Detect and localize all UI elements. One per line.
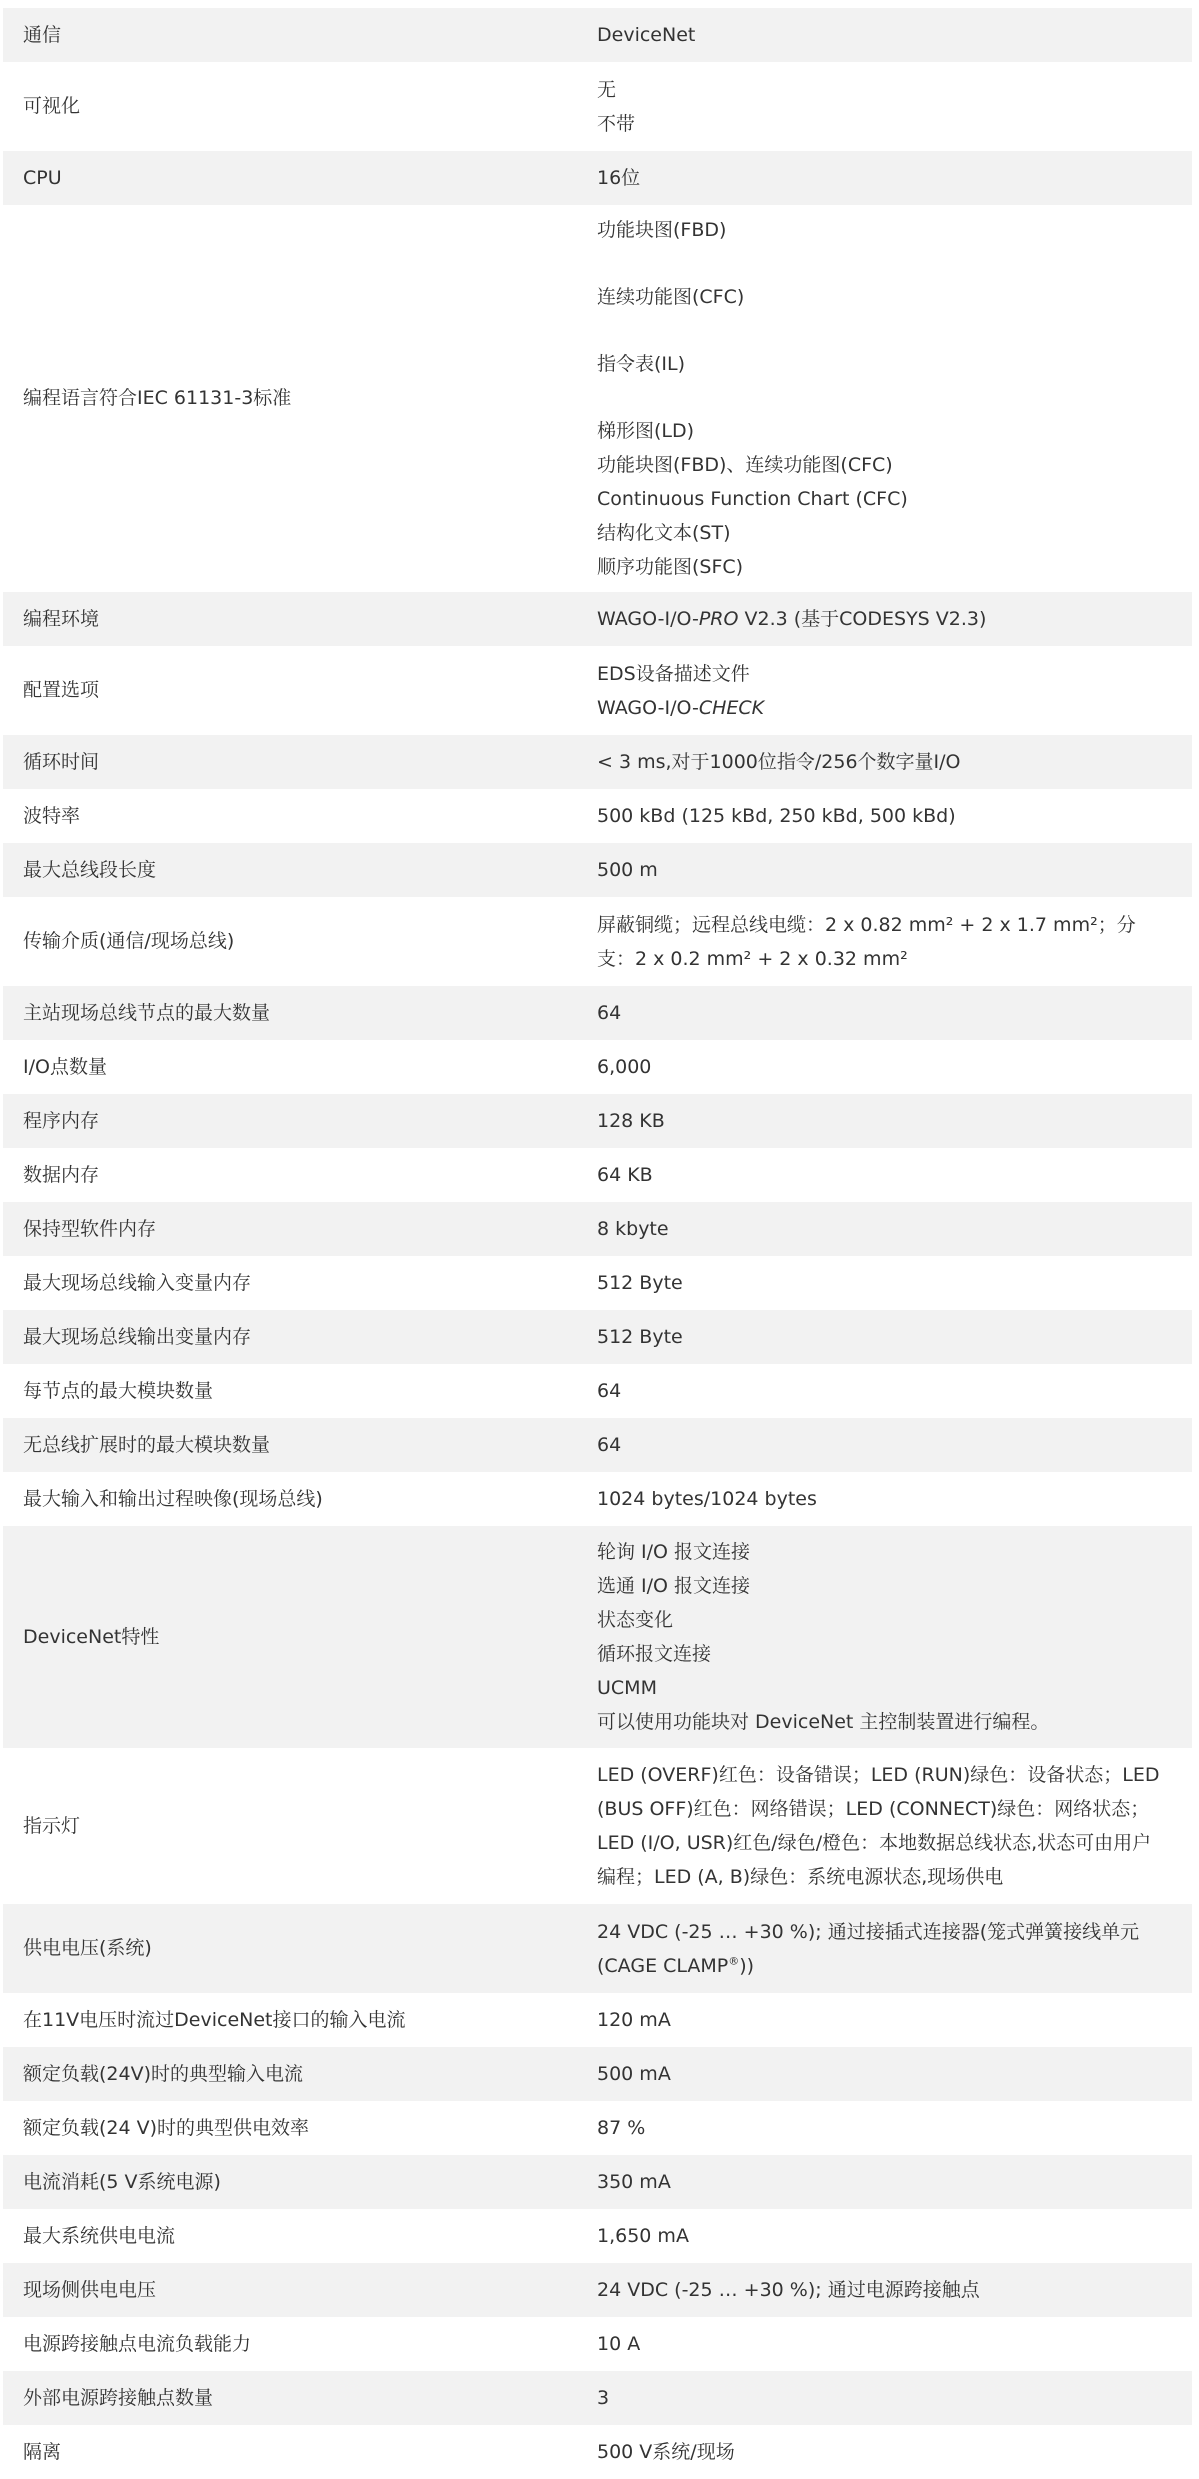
spec-label: 电流消耗(5 V系统电源)	[23, 2170, 221, 2193]
spec-value-line: 功能块图(FBD)、连续功能图(CFC)	[597, 454, 893, 476]
spec-row	[3, 1418, 1192, 1472]
spec-value-line: 512 Byte	[597, 1272, 683, 1294]
spec-value-line: 500 m	[597, 859, 658, 881]
spec-row	[3, 1094, 1192, 1148]
spec-row	[3, 2155, 1192, 2209]
spec-value-line: 指令表(IL)	[597, 353, 686, 375]
spec-value-line: 500 kBd (125 kBd, 250 kBd, 500 kBd)	[597, 805, 956, 827]
spec-label: 编程环境	[23, 607, 100, 630]
spec-value-line: 24 VDC (-25 … +30 %); 通过电源跨接触点	[597, 2279, 980, 2301]
spec-value-line: 6,000	[597, 1056, 652, 1078]
spec-value-line: 128 KB	[597, 1110, 665, 1132]
spec-value	[597, 213, 1192, 584]
spec-label: 最大系统供电电流	[23, 2224, 176, 2247]
spec-row	[3, 897, 1192, 986]
spec-label: 程序内存	[23, 1109, 100, 1132]
spec-row	[3, 1993, 1192, 2047]
spec-value-line: 87 %	[597, 2117, 646, 2139]
spec-label: 每节点的最大模块数量	[23, 1379, 214, 1402]
spec-value-line: 8 kbyte	[597, 1218, 669, 1240]
spec-label: 编程语言符合IEC 61131-3标准	[23, 387, 292, 410]
spec-label: 主站现场总线节点的最大数量	[23, 1001, 271, 1024]
spec-value-line: 可以使用功能块对 DeviceNet 主控制装置进行编程。	[597, 1711, 1050, 1733]
spec-value-line: 连续功能图(CFC)	[597, 286, 745, 308]
spec-label: 循环时间	[23, 750, 100, 773]
spec-value	[597, 745, 1192, 779]
spec-label: 额定负载(24 V)时的典型供电效率	[23, 2116, 310, 2139]
spec-value-line: 循环报文连接	[597, 1643, 712, 1665]
spec-value-line: 64 KB	[597, 1164, 653, 1186]
spec-value-line: 120 mA	[597, 2009, 671, 2031]
spec-value-line: 屏蔽铜缆；远程总线电缆：2 x 0.82 mm² + 2 x 1.7 mm²；分支：2 x 0.2 mm² + 2 x 0.32 mm²	[597, 913, 1136, 970]
spec-row	[3, 2317, 1192, 2371]
spec-row	[3, 592, 1192, 646]
spec-label: 配置选项	[23, 679, 100, 702]
spec-label: 数据内存	[23, 1163, 100, 1186]
spec-row	[3, 843, 1192, 897]
spec-value-line: 无	[597, 78, 617, 101]
spec-value	[597, 799, 1192, 833]
text-part: WAGO-I/O-	[597, 608, 699, 630]
spec-label: 保持型软件内存	[23, 1217, 157, 1240]
spec-row	[3, 62, 1192, 151]
spec-value-line: 结构化文本(ST)	[597, 522, 731, 544]
spec-row	[3, 1904, 1192, 1993]
spec-label: 最大总线段长度	[23, 858, 157, 881]
spec-value	[597, 908, 1192, 976]
spec-value-line: 64	[597, 1002, 622, 1024]
spec-value	[597, 2435, 1192, 2469]
spec-value-line: 3	[597, 2387, 610, 2409]
spec-value-line: DeviceNet	[597, 24, 696, 46]
spec-value	[597, 1212, 1192, 1246]
spec-row	[3, 2425, 1192, 2479]
spec-value-line	[597, 602, 1168, 636]
spec-value-line: 16位	[597, 167, 641, 189]
spec-row	[3, 1040, 1192, 1094]
spec-label: 隔离	[23, 2440, 62, 2463]
spec-label: CPU	[23, 166, 62, 189]
spec-value-line: 500 V系统/现场	[597, 2441, 735, 2463]
spec-value	[597, 602, 1192, 636]
spec-value-line: 10 A	[597, 2333, 641, 2355]
spec-label: 最大输入和输出过程映像(现场总线)	[23, 1487, 323, 1510]
spec-row	[3, 2101, 1192, 2155]
spec-value	[597, 2219, 1192, 2253]
spec-value	[597, 73, 1192, 141]
spec-row	[3, 1526, 1192, 1748]
spec-value-line: 轮询 I/O 报文连接	[597, 1541, 751, 1563]
spec-row	[3, 2209, 1192, 2263]
spec-label: 波特率	[23, 804, 81, 827]
spec-row	[3, 646, 1192, 735]
spec-label: 在11V电压时流过DeviceNet接口的输入电流	[23, 2008, 406, 2031]
text-part: V2.3 (基于CODESYS V2.3)	[738, 608, 987, 630]
spec-row	[3, 2047, 1192, 2101]
spec-row	[3, 735, 1192, 789]
spec-value-line: 顺序功能图(SFC)	[597, 556, 744, 578]
spec-row	[3, 2263, 1192, 2317]
spec-value-line: 64	[597, 1434, 622, 1456]
spec-label: 可视化	[23, 95, 81, 118]
spec-value	[597, 1758, 1192, 1894]
spec-value-line: UCMM	[597, 1677, 657, 1699]
spec-label: 外部电源跨接触点数量	[23, 2386, 214, 2409]
italic-text: PRO	[698, 608, 739, 630]
spec-value	[597, 2111, 1192, 2145]
spec-value	[597, 2273, 1192, 2307]
spec-row	[3, 2371, 1192, 2425]
spec-value-line: EDS设备描述文件	[597, 662, 750, 685]
spec-value-line: 不带	[597, 112, 636, 135]
spec-value	[597, 2327, 1192, 2361]
spec-value	[597, 996, 1192, 1030]
spec-value	[597, 2381, 1192, 2415]
spec-label: DeviceNet特性	[23, 1625, 160, 1648]
spec-value	[597, 1535, 1192, 1739]
spec-label: 额定负载(24V)时的典型输入电流	[23, 2062, 304, 2085]
spec-label: 电源跨接触点电流负载能力	[23, 2332, 252, 2355]
spec-value-line: 350 mA	[597, 2171, 671, 2193]
spec-value-line: 1024 bytes/1024 bytes	[597, 1488, 817, 1510]
spec-value	[597, 161, 1192, 195]
spec-row	[3, 1256, 1192, 1310]
spec-value-line: 梯形图(LD)	[597, 420, 695, 442]
spec-label: 现场侧供电电压	[23, 2278, 157, 2301]
spec-row	[3, 1364, 1192, 1418]
registered-mark: ®	[728, 1954, 740, 1968]
spec-value	[597, 2165, 1192, 2199]
spec-row	[3, 1310, 1192, 1364]
spec-value-line: LED (OVERF)红色：设备错误；LED (RUN)绿色：设备状态；LED (BUS OFF)红色：网络错误；LED (CONNECT)绿色：网络状态；LED (I/O, USR)红色/绿色/橙色：本地数据总线状态,状态可由用户编程；LED (A, B)绿色：系统电源状态,现场供电	[597, 1764, 1160, 1888]
spec-value	[597, 1915, 1192, 1983]
spec-row	[3, 789, 1192, 843]
spec-label: 传输介质(通信/现场总线)	[23, 930, 235, 953]
spec-row	[3, 1202, 1192, 1256]
spec-value	[597, 657, 1192, 725]
spec-label: I/O点数量	[23, 1055, 107, 1078]
spec-value-line: Continuous Function Chart (CFC)	[597, 488, 908, 510]
spec-row	[3, 151, 1192, 205]
spec-value-line: 64	[597, 1380, 622, 1402]
spec-label: 通信	[23, 23, 62, 46]
spec-label: 最大现场总线输入变量内存	[23, 1271, 252, 1294]
spec-row	[3, 8, 1192, 62]
spec-row	[3, 1148, 1192, 1202]
spec-label: 指示灯	[23, 1814, 81, 1837]
spec-value	[597, 853, 1192, 887]
spec-label: 供电电压(系统)	[23, 1937, 152, 1960]
spec-value-line: 选通 I/O 报文连接	[597, 1575, 751, 1597]
spec-value-line: 512 Byte	[597, 1326, 683, 1348]
spec-value	[597, 1104, 1192, 1138]
spec-label: 无总线扩展时的最大模块数量	[23, 1433, 271, 1456]
spec-value-line: 1,650 mA	[597, 2225, 689, 2247]
spec-value-line: < 3 ms,对于1000位指令/256个数字量I/O	[597, 751, 961, 773]
spec-row	[3, 205, 1192, 592]
spec-value	[597, 1482, 1192, 1516]
spec-value	[597, 18, 1192, 52]
spec-value-line	[597, 1915, 1168, 1983]
text-part: ))	[739, 1954, 755, 1977]
spec-value	[597, 2003, 1192, 2037]
spec-value	[597, 2057, 1192, 2091]
spec-label: 最大现场总线输出变量内存	[23, 1325, 252, 1348]
spec-value	[597, 1428, 1192, 1462]
spec-row	[3, 1472, 1192, 1526]
spec-value	[597, 1266, 1192, 1300]
spec-table	[3, 8, 1192, 2479]
spec-value	[597, 1320, 1192, 1354]
spec-value-line	[597, 691, 1168, 725]
spec-value	[597, 1158, 1192, 1192]
spec-value-line: 500 mA	[597, 2063, 671, 2085]
spec-value	[597, 1374, 1192, 1408]
text-part: 24 VDC (-25 … +30 %); 通过接插式连接器(笼式弹簧接线单元(CAGE CLAMP	[597, 1920, 1140, 1977]
spec-row	[3, 1748, 1192, 1904]
spec-row	[3, 986, 1192, 1040]
spec-value	[597, 1050, 1192, 1084]
text-part: WAGO-I/O-	[597, 696, 699, 719]
spec-value-line: 状态变化	[597, 1609, 674, 1631]
spec-value-line: 功能块图(FBD)	[597, 219, 727, 241]
italic-text: CHECK	[698, 696, 765, 719]
